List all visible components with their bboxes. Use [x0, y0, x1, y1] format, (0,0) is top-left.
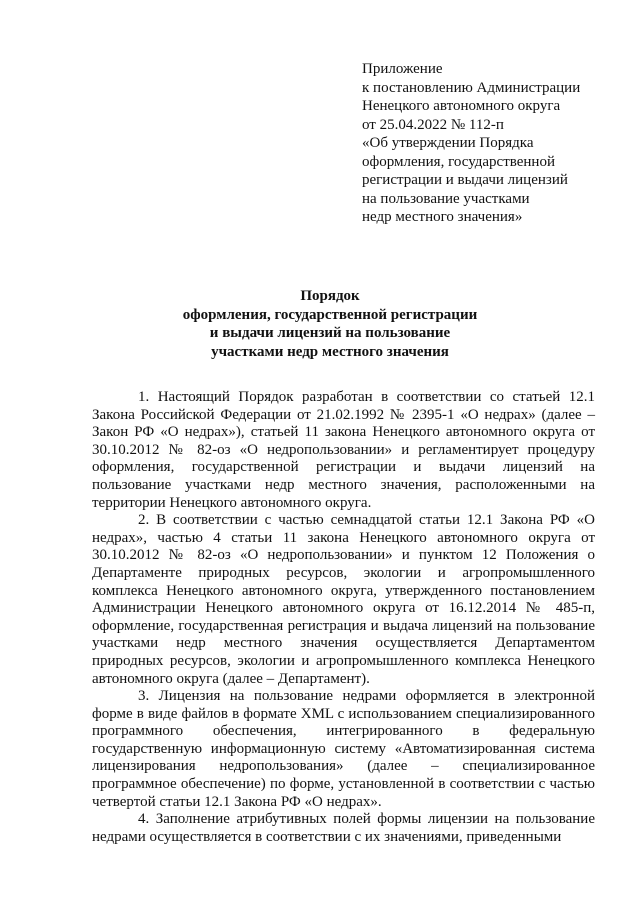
- appendix-line: от 25.04.2022 № 112-п: [362, 116, 504, 133]
- paragraph-4: 4. Заполнение атрибутивных полей формы лицензии на пользование недрами осуществляется в соответствии с их значениями, приведенными: [92, 811, 595, 845]
- appendix-line: Ненецкого автономного округа: [362, 98, 561, 114]
- appendix-block: [362, 60, 612, 227]
- appendix-line: оформления, государственной: [362, 153, 555, 170]
- document-title: [60, 287, 600, 361]
- appendix-line: к постановлению Администрации: [362, 79, 581, 96]
- title-line: Порядок: [300, 288, 360, 304]
- appendix-line: недр местного значения»: [362, 209, 523, 225]
- appendix-line: Приложение: [362, 61, 443, 77]
- appendix-line: «Об утверждении Порядка: [362, 135, 534, 151]
- paragraph-2: 2. В соответствии с частью семнадцатой статьи 12.1 Закона РФ «О недрах», частью 4 статьи 11 закона Ненецкого автономного округа от 30.10.2012 № 82-оз «О недропользовании» и пунктом 12 Положения о Департаменте природных ресурсов, экологии и агропромышленного комплекса Ненецкого автономного округа, утвержденного постановлением Администрации Ненецкого автономного округа от 16.12.2014 № 485-п, оформление, государственная регистрация и выдача лицензий на пользование участками недр местного значения осуществляется Департаментом природных ресурсов, экологии и агропромышленного комплекса Ненецкого автономного округа (далее – Департамент).: [92, 512, 595, 687]
- title-line: участками недр местного значения: [211, 343, 449, 360]
- paragraph-1: 1. Настоящий Порядок разработан в соответствии со статьей 12.1 Закона Российской Федерации от 21.02.1992 № 2395-1 «О недрах» (далее – Закон РФ «О недрах»), статьей 11 закона Ненецкого автономного округа от 30.10.2012 № 82-оз «О недропользовании» и регламентирует процедуру оформления, государственной регистрации и выдачи лицензий на пользование участками недр местного значения, расположенными на территории Ненецкого автономного округа.: [92, 389, 595, 511]
- title-line: оформления, государственной регистрации: [182, 306, 478, 323]
- title-line: и выдачи лицензий на пользование: [209, 325, 451, 341]
- appendix-line: на пользование участками: [362, 190, 530, 207]
- paragraph-3: 3. Лицензия на пользование недрами оформляется в электронной форме в виде файлов в формате XML с использованием специализированного программного обеспечения, интегрированного в федеральную государственную информационную систему «Автоматизированная система лицензирования недропользования» (далее – специализированное программное обеспечение) по форме, установленной в соответствии с частью четвертой статьи 12.1 Закона РФ «О недрах».: [92, 688, 595, 810]
- appendix-line: регистрации и выдачи лицензий: [362, 172, 568, 188]
- document-body: [92, 389, 595, 846]
